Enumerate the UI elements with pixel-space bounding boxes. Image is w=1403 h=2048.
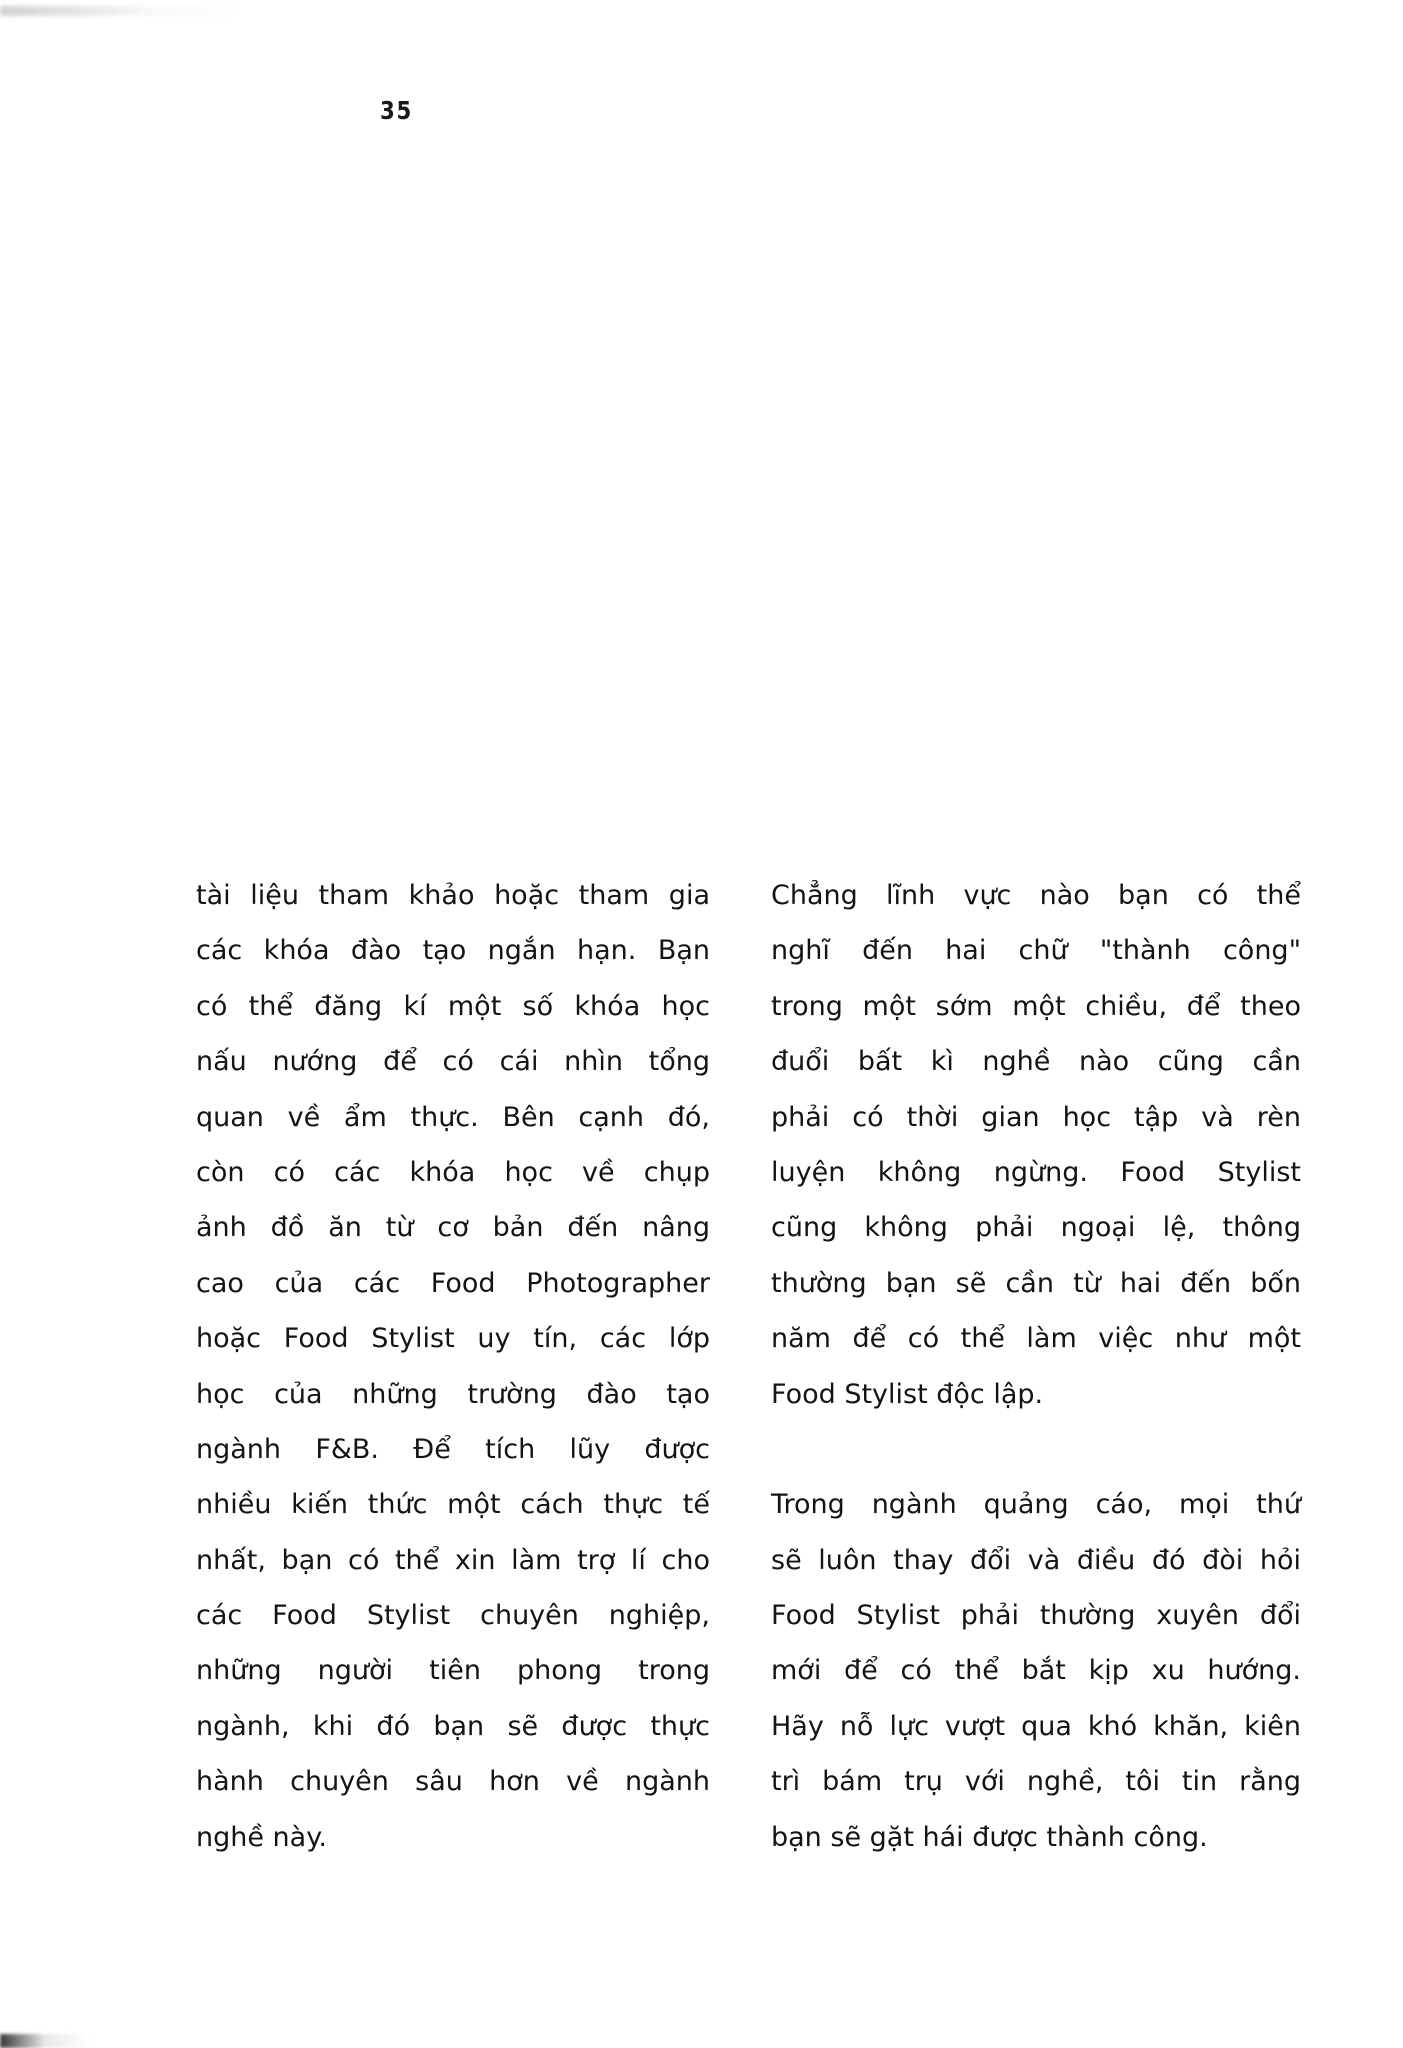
text-line: Chẳng lĩnh vực nào bạn có thể bbox=[771, 880, 1301, 911]
text-line: trì bám trụ với nghề, tôi tin rằng bbox=[771, 1766, 1301, 1798]
scan-artifact-top bbox=[0, 6, 240, 16]
text-line: hoặc Food Stylist uy tín, các lớp bbox=[196, 1323, 710, 1355]
scan-artifact-bottom bbox=[0, 2034, 90, 2048]
text-line: ảnh đồ ăn từ cơ bản đến nâng bbox=[196, 1212, 710, 1244]
text-line: Food Stylist độc lập. bbox=[771, 1378, 1044, 1410]
text-line: cũng không phải ngoại lệ, thông bbox=[771, 1212, 1301, 1244]
text-line: mới để có thể bắt kịp xu hướng. bbox=[771, 1655, 1301, 1687]
left-column bbox=[196, 868, 710, 1865]
text-line: thường bạn sẽ cần từ hai đến bốn bbox=[771, 1267, 1301, 1299]
text-line: cao của các Food Photographer bbox=[196, 1267, 710, 1299]
text-line: tài liệu tham khảo hoặc tham gia bbox=[196, 880, 710, 911]
text-line: học của những trường đào tạo bbox=[196, 1378, 710, 1410]
text-line: các Food Stylist chuyên nghiệp, bbox=[196, 1600, 710, 1632]
text-line: có thể đăng kí một số khóa học bbox=[196, 990, 710, 1022]
text-line: hành chuyên sâu hơn về ngành bbox=[196, 1766, 710, 1798]
text-line: luyện không ngừng. Food Stylist bbox=[771, 1156, 1301, 1188]
text-line: còn có các khóa học về chụp bbox=[196, 1156, 710, 1188]
text-line: nhất, bạn có thể xin làm trợ lí cho bbox=[196, 1544, 710, 1576]
text-line: những người tiên phong trong bbox=[196, 1655, 710, 1687]
paragraph-left-1 bbox=[196, 868, 710, 1865]
text-line: ngành F&B. Để tích lũy được bbox=[196, 1433, 710, 1465]
text-line: trong một sớm một chiều, để theo bbox=[771, 990, 1301, 1022]
text-line: nghề này. bbox=[196, 1821, 327, 1853]
text-line: nghĩ đến hai chữ "thành công" bbox=[771, 935, 1301, 967]
paragraph-right-1 bbox=[771, 868, 1301, 1422]
text-line: các khóa đào tạo ngắn hạn. Bạn bbox=[196, 935, 710, 967]
text-line: phải có thời gian học tập và rèn bbox=[771, 1101, 1301, 1133]
text-line: quan về ẩm thực. Bên cạnh đó, bbox=[196, 1101, 710, 1133]
right-column bbox=[771, 868, 1301, 1865]
text-line: nhiều kiến thức một cách thực tế bbox=[196, 1489, 710, 1521]
paragraph-right-2 bbox=[771, 1477, 1301, 1865]
text-line: bạn sẽ gặt hái được thành công. bbox=[771, 1821, 1208, 1853]
page-number: 35 bbox=[380, 96, 413, 125]
text-line: ngành, khi đó bạn sẽ được thực bbox=[196, 1710, 710, 1742]
text-line: nấu nướng để có cái nhìn tổng bbox=[196, 1046, 710, 1078]
text-line: Food Stylist phải thường xuyên đổi bbox=[771, 1600, 1301, 1632]
text-line: năm để có thể làm việc như một bbox=[771, 1323, 1301, 1355]
text-line: Trong ngành quảng cáo, mọi thứ bbox=[771, 1489, 1301, 1521]
text-line: Hãy nỗ lực vượt qua khó khăn, kiên bbox=[771, 1710, 1301, 1742]
text-line: đuổi bất kì nghề nào cũng cần bbox=[771, 1046, 1301, 1078]
text-line: sẽ luôn thay đổi và điều đó đòi hỏi bbox=[771, 1544, 1301, 1576]
